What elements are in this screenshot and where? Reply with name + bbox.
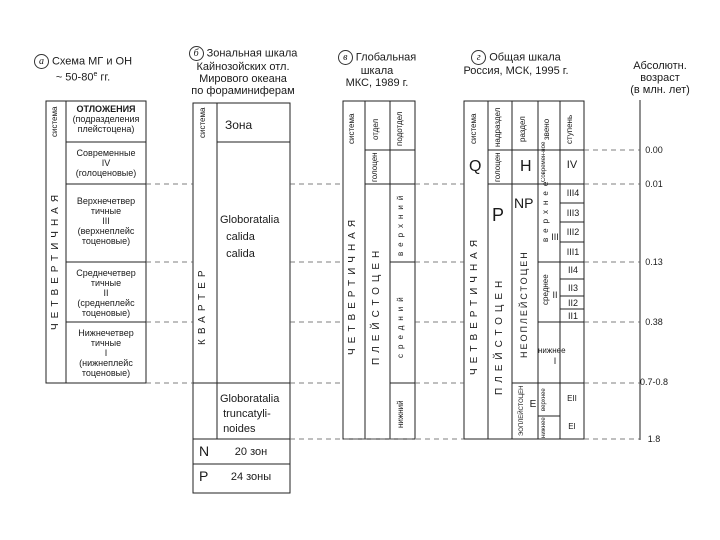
colD-np-symbol: NP	[514, 195, 534, 211]
colB-n-text: 20 зон	[234, 446, 268, 458]
colC-upper: верхний	[396, 190, 405, 256]
colB-system-head: система	[198, 107, 207, 139]
header-a-sup: е	[93, 71, 98, 78]
colD-ei: EI	[568, 422, 576, 431]
colB-p-text: 24 зоны	[230, 471, 272, 483]
colC-middle: средний	[396, 292, 405, 358]
colB-system-name: КВАРТЕР	[197, 265, 208, 345]
colD-iv: IV	[566, 159, 578, 171]
header-c-line1: Глобальная	[355, 51, 417, 64]
colD-p-symbol: P	[492, 205, 505, 225]
colC-system-name: ЧЕТВЕРТИЧНАЯ	[347, 214, 358, 356]
colA-deposits-title: ОТЛОЖЕНИЯ	[76, 104, 136, 114]
label-b-circle: б	[189, 46, 204, 61]
colA-row-4: Нижнечетвер тичные I (нижнеплейс тоценовые)	[78, 328, 134, 378]
colD-stage-II1: II1	[567, 311, 578, 321]
colA-deposits-sub: (подразделения плейстоцена)	[72, 114, 140, 134]
header-a-title: Схема МГ и ОН	[51, 55, 133, 68]
colC-holocene: голоцен	[370, 152, 379, 182]
header-c-line3: МКС, 1989 г.	[345, 77, 409, 89]
header-c-line2: шкала	[360, 65, 394, 77]
colA-row-1: Современные IV (голоценовые)	[75, 148, 137, 178]
header-e-line2: возраст	[640, 72, 680, 84]
colD-stage-III1: III1	[566, 247, 580, 257]
colD-head-supersection: надраздел	[493, 107, 502, 147]
colD-lower: нижнее	[538, 346, 566, 355]
colD-e-symbol: E	[529, 399, 537, 410]
colC-head-dept: отдел	[371, 118, 380, 140]
header-b-line4: по фораминиферам	[191, 85, 295, 97]
colD-head-stage: ступень	[565, 114, 574, 144]
colD-upper-e: верхнее	[541, 388, 547, 412]
colD-head-system: система	[469, 113, 478, 145]
header-b-line2: Кайнозойских отл.	[196, 61, 290, 73]
colD-system-name: ЧЕТВЕРТИЧНАЯ	[469, 234, 480, 376]
colA-system-head: система	[50, 106, 59, 138]
header-b-line3: Мирового океана	[199, 73, 287, 85]
colD-middle-num: II	[552, 290, 558, 300]
age-0: 0.00	[645, 145, 663, 155]
colD-modern: Современ-ное	[541, 141, 547, 182]
colC-pleistocene: ПЛЕЙСТОЦЕН	[371, 245, 382, 365]
label-d-circle: г	[471, 50, 486, 65]
colC-lower: нижний	[396, 400, 405, 428]
label-c-circle: в	[338, 50, 353, 65]
colD-lower-num: I	[553, 356, 557, 366]
colD-stage-III2: III2	[566, 227, 580, 237]
colD-head-link: звено	[542, 118, 551, 140]
label-a-circle: а	[34, 54, 49, 69]
age-5: 1.8	[647, 434, 661, 444]
colB-n-symbol: N	[199, 443, 210, 459]
colD-head-section: раздел	[518, 116, 527, 142]
colA-row-2: Верхнечетвер тичные III (верхнеплейс тоценовые)	[76, 196, 136, 246]
colB-zone-1: Globoratalia calida calida	[220, 214, 280, 260]
colD-stage-III3: III3	[566, 208, 580, 218]
header-d-line1: Общая шкала	[489, 51, 561, 64]
header-a-years-suffix: гг.	[97, 71, 111, 84]
colD-stage-II4: II4	[567, 265, 578, 275]
colA-row-3: Среднечетвер тичные II (среднеплейс тоценовые)	[76, 268, 136, 318]
age-3: 0.38	[645, 317, 663, 327]
colD-neopleistocene: НЕОПЛЕЙСТОЦЕН	[519, 250, 529, 358]
age-4: 0.7-0.8	[639, 377, 669, 387]
colD-eopleistocene: ЭОПЛЕЙСТОЦЕН	[519, 385, 525, 436]
colB-zone-head: Зона	[225, 118, 253, 132]
colC-head-subdept: подотдел	[395, 111, 404, 146]
colD-pleistocene: ПЛЕЙСТОЦЕН	[494, 275, 505, 395]
colA-system-name: ЧЕТВЕРТИЧНАЯ	[50, 189, 61, 331]
colD-q-symbol: Q	[469, 158, 482, 175]
colD-middle: среднее	[541, 274, 550, 306]
header-a-years: ~ 50-80	[55, 71, 94, 84]
colD-upper: верхнее	[541, 176, 550, 242]
colB-p-symbol: P	[199, 468, 209, 484]
colC-head-system: система	[347, 113, 356, 145]
colD-eii: EII	[567, 394, 577, 403]
header-b-line1: Зональная шкала	[206, 47, 298, 60]
header-e-line1: Абсолютн.	[633, 60, 687, 72]
colD-lower-e: нижнее	[541, 417, 547, 438]
colD-stage-III4: III4	[566, 188, 580, 198]
header-e-line3: (в млн. лет)	[630, 84, 690, 96]
colD-stage-II3: II3	[567, 283, 578, 293]
colD-stage-II2: II2	[567, 298, 578, 308]
colA-deposits-head	[66, 104, 146, 134]
colD-upper-num: III	[551, 232, 559, 242]
header-d-line2: Россия, МСК, 1995 г.	[463, 65, 569, 77]
age-2: 0.13	[645, 257, 663, 267]
colB-zone-2: Globoratalia truncatyli- noides	[220, 393, 280, 435]
colD-holocene: голоцен	[493, 152, 502, 182]
age-1: 0.01	[645, 179, 663, 189]
colD-h-symbol: H	[520, 158, 532, 175]
